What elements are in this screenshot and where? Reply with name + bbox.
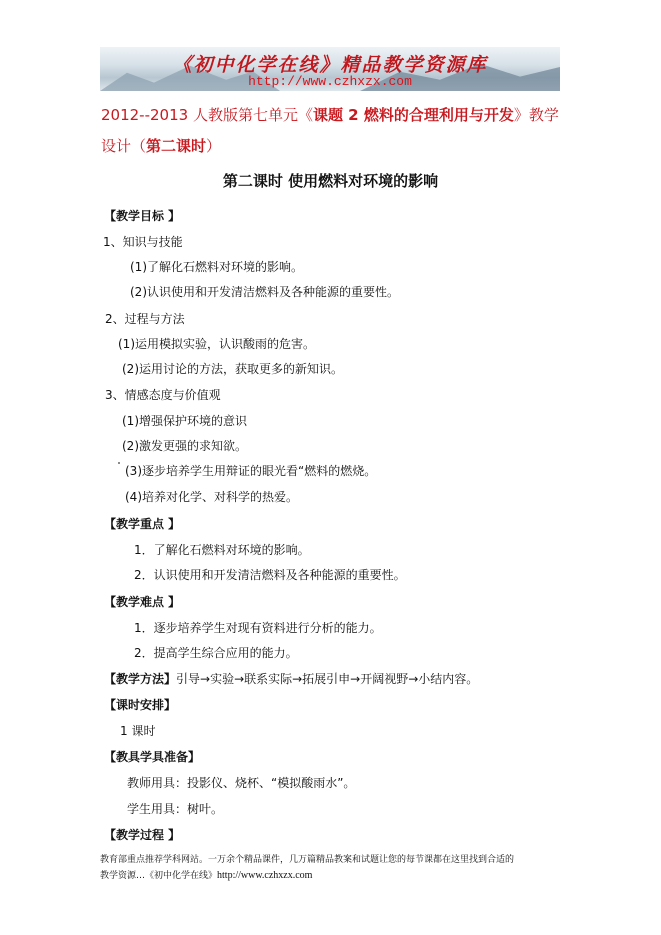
banner-url[interactable]: http://www.czhxzx.com [248,74,412,89]
goal-2: 2、过程与方法 [105,312,185,326]
section-method [104,670,478,687]
section-schedule: 【课时安排】 [104,698,177,712]
banner-slogan: 《初中化学在线》精品教学资源库 [172,54,488,76]
difficult-point-2: 2．提高学生综合应用的能力。 [134,646,298,660]
goal-3c: (3)逐步培养学生用辩证的眼光看“燃料的燃烧。 [125,464,377,478]
key-point-1: 1．了解化石燃料对环境的影响。 [134,543,310,557]
method-label: 【教学方法】 [104,672,177,686]
stray-dot [118,462,120,464]
footer-line-1: 教育部重点推荐学科网站。一万余个精品课件，几万篇精品教案和试题让您的每节课都在这里找到合适的 [100,855,515,865]
section-key-points: 【教学重点 】 [104,517,181,531]
document-heading [101,100,571,162]
section-difficult-points: 【教学难点 】 [104,595,181,609]
footer-line-2 [100,868,570,884]
goal-3a: (1)增强保护环境的意识 [122,414,247,428]
heading-lesson-title: 课题 2 燃料的合理利用与开发 [312,106,514,124]
heading-prefix: 2012--2013 人教版第七单元《 [101,106,313,124]
goal-1b: (2)认识使用和开发清洁燃料及各种能源的重要性。 [130,285,399,299]
method-text: 引导→实验→联系实际→拓展引申→开阔视野→小结内容。 [176,672,479,686]
key-point-2: 2．认识使用和开发清洁燃料及各种能源的重要性。 [134,568,406,582]
page-title: 第二课时 使用燃料对环境的影响 [222,172,439,190]
schedule-text: 1 课时 [120,724,156,738]
section-tools: 【教具学具准备】 [104,750,201,764]
difficult-point-1: 1．逐步培养学生对现有资料进行分析的能力。 [134,621,382,635]
site-banner [100,47,560,91]
student-tools: 学生用具：树叶。 [127,802,224,816]
heading-period: 第二课时 [146,137,207,155]
footer-url[interactable]: http://www.czhxzx.com [217,870,313,881]
footer-site-name: 教学资源…《初中化学在线》 [100,871,218,881]
section-process: 【教学过程 】 [104,828,181,842]
goal-2a: (1)运用模拟实验，认识酸雨的危害。 [118,337,315,351]
goal-3d: (4)培养对化学、对科学的热爱。 [125,490,298,504]
heading-mid: 》教学设计（ [101,106,559,155]
heading-suffix: ） [206,137,222,155]
goal-3: 3、情感态度与价值观 [105,388,221,402]
goal-2b: (2)运用讨论的方法，获取更多的新知识。 [122,362,343,376]
goal-1a: (1)了解化石燃料对环境的影响。 [130,260,303,274]
section-goals: 【教学目标 】 [104,209,181,223]
teacher-tools: 教师用具：投影仪、烧杯、“模拟酸雨水”。 [127,776,356,790]
goal-1: 1、知识与技能 [103,235,183,249]
page-footer [100,852,570,884]
goal-3b: (2)激发更强的求知欲。 [122,439,247,453]
